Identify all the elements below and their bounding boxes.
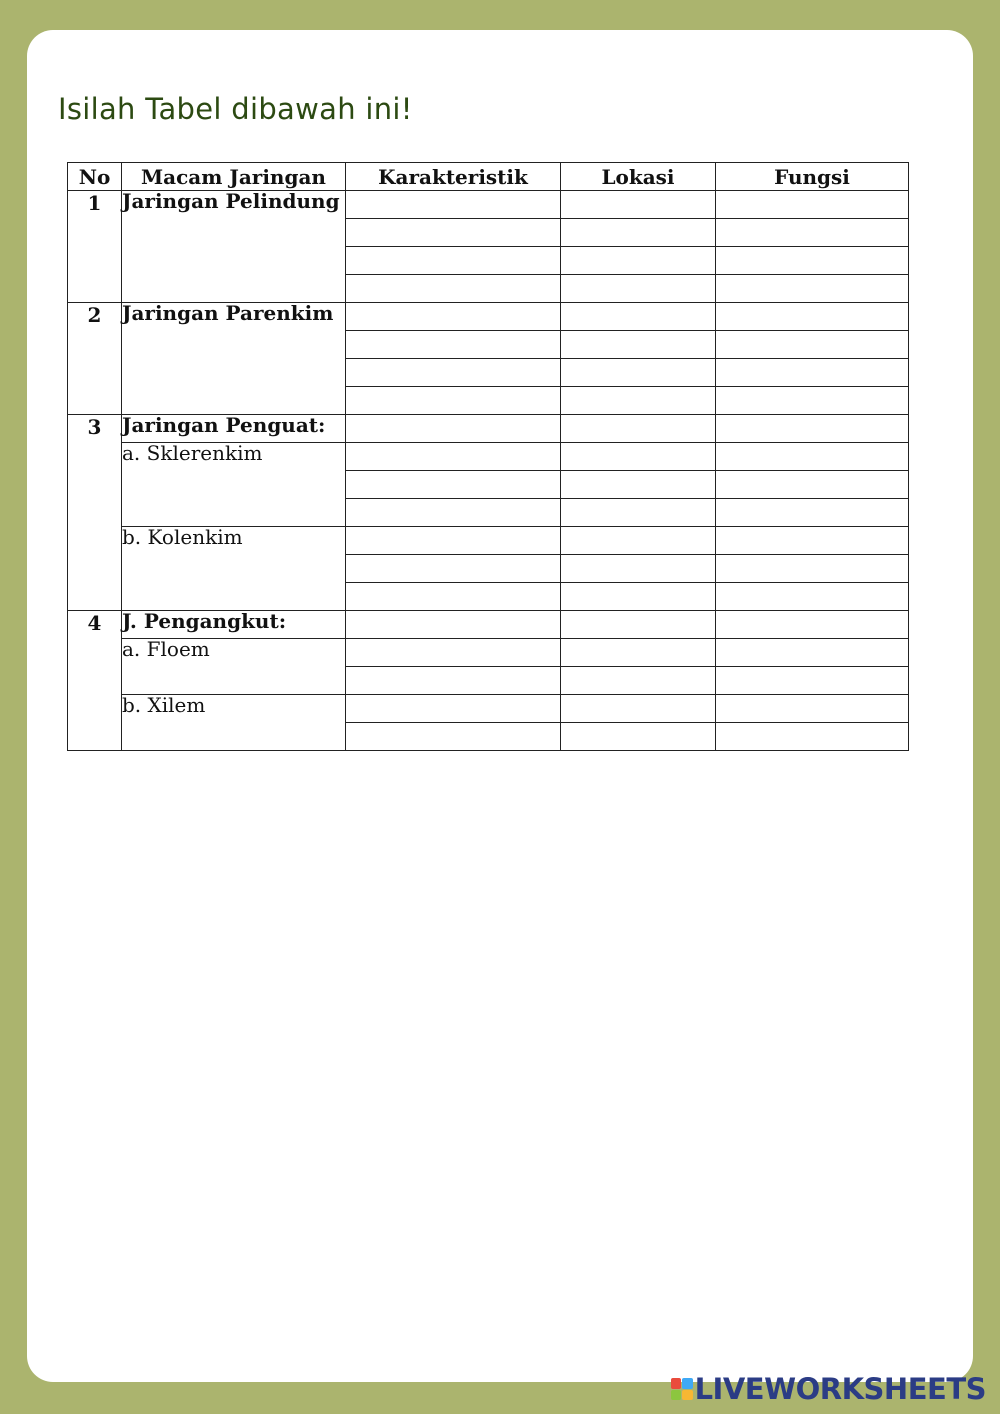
sub-tissue-label: b. Kolenkim [122,525,243,549]
answer-cell[interactable] [561,415,716,443]
logo-block [682,1390,693,1401]
answer-cell[interactable] [716,723,909,751]
logo-block [671,1378,682,1389]
sub-tissue-name [122,639,346,695]
tissue-name [122,303,346,415]
logo-text: LIVEWORKSHEETS [694,1372,986,1406]
answer-cell[interactable] [716,583,909,611]
answer-cell[interactable] [716,415,909,443]
table-row [68,695,909,723]
answer-cell[interactable] [561,639,716,667]
answer-cell[interactable] [346,191,561,219]
row-number: 2 [68,303,122,415]
table-row [68,191,909,219]
answer-cell[interactable] [561,527,716,555]
answer-cell[interactable] [561,443,716,471]
logo-blocks-icon [671,1378,693,1400]
answer-cell[interactable] [716,443,909,471]
answer-cell[interactable] [346,303,561,331]
sub-tissue-label: a. Floem [122,637,210,661]
answer-cell[interactable] [346,247,561,275]
tissue-name-label: Jaringan Parenkim [122,301,334,325]
answer-cell[interactable] [346,275,561,303]
answer-cell[interactable] [561,387,716,415]
answer-cell[interactable] [716,191,909,219]
answer-cell[interactable] [346,611,561,639]
logo-block [682,1378,693,1389]
answer-cell[interactable] [561,611,716,639]
answer-cell[interactable] [716,639,909,667]
logo-block [671,1390,682,1401]
answer-cell[interactable] [716,611,909,639]
worksheet-page [27,30,973,1382]
answer-cell[interactable] [716,303,909,331]
answer-cell[interactable] [346,331,561,359]
answer-cell[interactable] [561,303,716,331]
answer-cell[interactable] [561,583,716,611]
answer-cell[interactable] [346,359,561,387]
answer-cell[interactable] [561,191,716,219]
answer-cell[interactable] [346,555,561,583]
answer-cell[interactable] [561,555,716,583]
table-row [68,303,909,331]
answer-cell[interactable] [346,387,561,415]
sub-tissue-label: b. Xilem [122,693,206,717]
answer-cell[interactable] [346,219,561,247]
answer-cell[interactable] [561,247,716,275]
answer-cell[interactable] [716,219,909,247]
row-number: 4 [68,611,122,751]
answer-cell[interactable] [346,499,561,527]
answer-cell[interactable] [346,443,561,471]
answer-cell[interactable] [561,695,716,723]
table-row [68,443,909,471]
row-number: 1 [68,191,122,303]
header-fungsi: Fungsi [716,163,909,191]
answer-cell[interactable] [346,639,561,667]
liveworksheets-logo[interactable] [671,1372,986,1406]
answer-cell[interactable] [346,471,561,499]
answer-cell[interactable] [716,247,909,275]
answer-cell[interactable] [716,275,909,303]
answer-cell[interactable] [716,359,909,387]
answer-cell[interactable] [561,723,716,751]
answer-cell[interactable] [561,667,716,695]
answer-cell[interactable] [346,723,561,751]
answer-cell[interactable] [561,331,716,359]
header-no: No [68,163,122,191]
answer-cell[interactable] [346,583,561,611]
tissue-name-label: Jaringan Pelindung [122,189,340,213]
sub-tissue-label: a. Sklerenkim [122,441,263,465]
page-title: Isilah Tabel dibawah ini! [58,92,413,126]
header-macam-jaringan: Macam Jaringan [122,163,346,191]
answer-cell[interactable] [716,471,909,499]
tissue-name-label: Jaringan Penguat: [122,413,326,437]
answer-cell[interactable] [346,695,561,723]
answer-cell[interactable] [716,527,909,555]
header-lokasi: Lokasi [561,163,716,191]
sub-tissue-name [122,695,346,751]
answer-cell[interactable] [561,359,716,387]
sub-tissue-name [122,443,346,527]
tissue-table [67,162,909,751]
tissue-name [122,191,346,303]
table-row [68,527,909,555]
answer-cell[interactable] [716,555,909,583]
answer-cell[interactable] [716,695,909,723]
answer-cell[interactable] [346,415,561,443]
answer-cell[interactable] [716,499,909,527]
answer-cell[interactable] [716,667,909,695]
header-karakteristik: Karakteristik [346,163,561,191]
answer-cell[interactable] [561,219,716,247]
row-number: 3 [68,415,122,611]
answer-cell[interactable] [716,387,909,415]
answer-cell[interactable] [346,667,561,695]
table-row [68,639,909,667]
answer-cell[interactable] [716,331,909,359]
sub-tissue-name [122,527,346,611]
answer-cell[interactable] [561,499,716,527]
answer-cell[interactable] [561,471,716,499]
answer-cell[interactable] [561,275,716,303]
answer-cell[interactable] [346,527,561,555]
tissue-name-label: J. Pengangkut: [122,609,287,633]
